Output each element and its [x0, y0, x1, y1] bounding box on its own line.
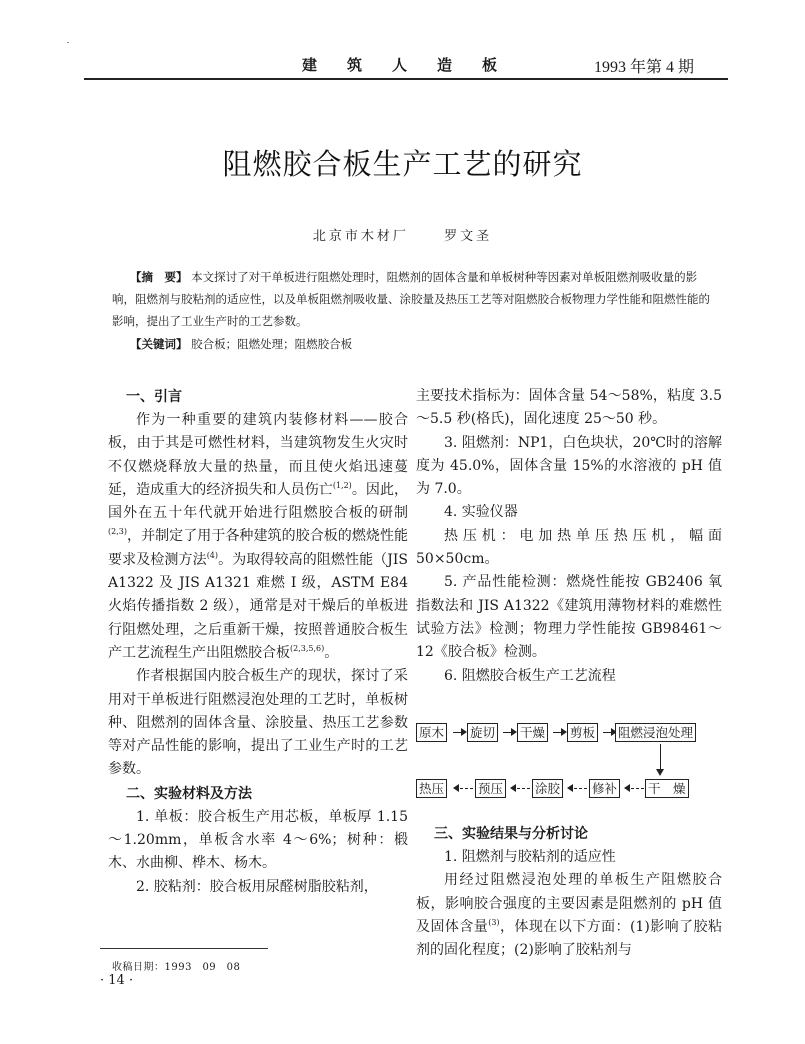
flow-step: 干燥 — [517, 723, 548, 742]
arrow-down-icon — [660, 744, 661, 774]
author: 罗文圣 — [444, 229, 493, 244]
text-run: 。 — [324, 644, 339, 661]
text-run: ，并制定了用于各种建筑的胶合板的燃烧性能要求及检测方法 — [108, 528, 408, 568]
process-flow-diagram — [416, 720, 726, 804]
materials-item-2: 2. 胶粘剂：胶合板用尿醛树脂胶粘剂， — [136, 878, 378, 895]
adhesive-specs: 主要技术指标为：固体含量 54～58%，粘度 3.5～5.5 秒(格氏)，固化速度 25～50 秒。 — [416, 388, 722, 428]
citation: (2,3,5,6) — [290, 643, 325, 653]
flow-step: 干 燥 — [645, 779, 689, 798]
left-column — [108, 385, 408, 899]
running-header — [84, 52, 728, 80]
materials-item-4-heading: 4. 实验仪器 — [444, 504, 518, 521]
materials-item-1: 1. 单板：胶合板生产用芯板，单板厚 1.15～1.20mm，单板含水率 4～6%；树种：椴木、水曲柳、桦木、杨木。 — [108, 808, 408, 872]
scan-speck — [67, 42, 69, 43]
flow-step: 预压 — [475, 779, 506, 798]
arrow-right-icon — [603, 732, 615, 733]
flow-step: 剪板 — [567, 723, 598, 742]
text-run: 用经过阻燃浸泡处理的单板生产阻燃胶合板，影响胶合强度的主要因素是阻燃剂的 pH 值及固体含量 — [416, 872, 722, 935]
abstract-text: 本文探讨了对干单板进行阻燃处理时，阻燃剂的固体含量和单板树种等因素对单板阻燃剂吸收量的影响，阻燃剂与胶粘剂的适应性，以及单板阻燃剂吸收量、涂胶量及热压工艺等对阻燃胶合板物理力学性能和阻燃性能的影响，提出了工业生产时的工艺参数。 — [112, 270, 710, 328]
flow-step: 修补 — [589, 779, 620, 798]
arrow-left-icon — [569, 788, 587, 789]
results-sub-heading-1: 1. 阻燃剂与胶粘剂的适应性 — [444, 849, 616, 865]
intro-paragraph-2: 作者根据国内胶合板生产的现状，探讨了采用对干单板进行阻燃浸泡处理的工艺时，单板树种、阻燃剂的固体含量、涂胶量、热压工艺参数等对产品性能的影响，提出了工业生产时的工艺参数。 — [108, 668, 408, 778]
paper-title: 阻燃胶合板生产工艺的研究 — [222, 147, 583, 181]
arrow-left-icon — [455, 788, 473, 789]
arrow-right-icon — [453, 732, 465, 733]
journal-name: 建筑人造板 — [302, 56, 528, 74]
flow-step: 旋切 — [467, 723, 498, 742]
right-column-results — [416, 822, 722, 962]
arrow-right-icon — [503, 732, 515, 733]
text-run: 。为取得较高的阻燃性能（JIS A1322 及 JIS A1321 难燃 I 级，ASTM E84 火焰传播指数 2 级），通常是对干燥后的单板进行阻燃处理，之后重新干燥，按照普通胶合板生产工艺流程生产出阻燃胶合板 — [108, 551, 409, 661]
section-heading-materials: 二、实验材料及方法 — [126, 785, 252, 802]
flow-step: 阻燃浸泡处理 — [615, 723, 696, 742]
text-run: ，体现在以下方面：(1)影响了胶粘剂的固化程度；(2)影响了胶粘剂与 — [416, 918, 722, 959]
flow-step: 原木 — [416, 723, 447, 742]
arrow-right-icon — [553, 732, 565, 733]
keywords-text: 胶合板；阻燃处理；阻燃胶合板 — [191, 337, 353, 351]
arrow-left-icon — [626, 788, 644, 789]
materials-item-3: 3. 阻燃剂：NP1，白色块状，20℃时的溶解度为 45.0%，固体含量 15%的水溶液的 pH 值为 7.0。 — [416, 434, 722, 498]
materials-item-4-text: 热压机：电加热单压热压机，幅面 50×50cm。 — [416, 527, 722, 568]
materials-item-5: 5. 产品性能检测：燃烧性能按 GB2406 氧指数法和 JIS A1322《建筑用薄物材料的难燃性试验方法》检测；物理力学性能按 GB98461～12《胶合板》检测。 — [416, 574, 722, 661]
issue-label: 1993 年第 4 期 — [593, 59, 694, 76]
materials-item-6-heading: 6. 阻燃胶合板生产工艺流程 — [444, 667, 616, 684]
citation: (1,2) — [332, 480, 352, 490]
section-heading-results: 三、实验结果与分析讨论 — [434, 826, 588, 842]
abstract — [112, 266, 712, 332]
arrow-left-icon — [512, 788, 530, 789]
text-run: 作为一种重要的建筑内装修材料——胶合板，由于其是可燃性材料，当建筑物发生火灾时不仅燃烧释放大量的热量，而且使火焰迅速蔓延，造成重大的经济损失和人员伤亡 — [108, 412, 408, 498]
section-heading-intro: 一、引言 — [126, 389, 182, 405]
right-column — [416, 385, 722, 688]
received-date: 收稿日期：1993 09 08 — [112, 962, 241, 973]
affiliation: 北京市木材厂 — [312, 229, 409, 244]
text-run: 。因此，国外在五十年代就开始进行阻燃胶合板的研制 — [108, 481, 409, 522]
keywords-label: 【关键词】 — [130, 337, 188, 351]
citation: (3) — [488, 917, 500, 927]
page-number: · 14 · — [100, 973, 134, 988]
footnote-divider — [100, 948, 268, 949]
intro-paragraph-1 — [108, 409, 408, 665]
abstract-label: 【摘 要】 — [130, 270, 188, 284]
flow-step: 涂胶 — [532, 779, 563, 798]
results-paragraph-1 — [416, 869, 722, 962]
keywords — [130, 333, 352, 355]
byline — [0, 225, 805, 244]
citation: (2,3) — [108, 527, 127, 537]
flow-step: 热压 — [416, 779, 447, 798]
citation: (4) — [206, 550, 219, 560]
